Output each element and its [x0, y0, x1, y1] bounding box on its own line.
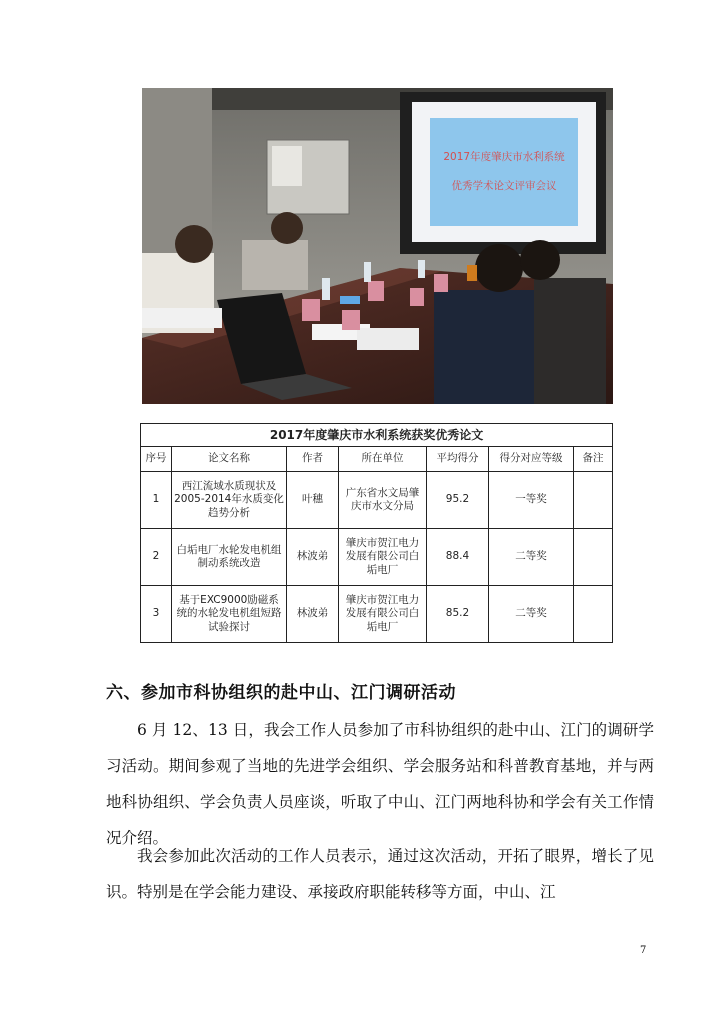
cell-grade: 二等奖 — [489, 529, 574, 586]
meeting-photo-illustration — [142, 88, 613, 404]
cell-title: 西江流域水质现状及2005-2014年水质变化趋势分析 — [172, 472, 287, 529]
cell-score: 88.4 — [427, 529, 489, 586]
cell-grade: 二等奖 — [489, 586, 574, 643]
header-no: 序号 — [141, 447, 172, 472]
cell-no: 2 — [141, 529, 172, 586]
award-papers-table — [140, 423, 613, 643]
table-caption: 2017年度肇庆市水利系统获奖优秀论文 — [141, 424, 613, 447]
cell-no: 1 — [141, 472, 172, 529]
cell-title: 白垢电厂水轮发电机组制动系统改造 — [172, 529, 287, 586]
cell-note — [574, 472, 613, 529]
cell-note — [574, 586, 613, 643]
slide-title-line-1: 2017年度肇庆市水利系统 — [443, 151, 565, 163]
header-grade: 得分对应等级 — [489, 447, 574, 472]
body-paragraph-2: 我会参加此次活动的工作人员表示，通过这次活动，开拓了眼界，增长了见识。特别是在学会能力建设、承接政府职能转移等方面，中山、江 — [106, 847, 654, 901]
body-paragraph-1: 6 月 12、13 日，我会工作人员参加了市科协组织的赴中山、江门的调研学习活动。期间参观了当地的先进学会组织、学会服务站和科普教育基地，并与两地科协组织、学会负责人员座谈，听取了中山、江门两地科协和学会有关工作情况介绍。 — [106, 721, 654, 847]
header-title: 论文名称 — [172, 447, 287, 472]
cell-no: 3 — [141, 586, 172, 643]
table-header-row — [141, 447, 613, 472]
header-note: 备注 — [574, 447, 613, 472]
header-author: 作者 — [287, 447, 339, 472]
cell-author: 林波弟 — [287, 529, 339, 586]
cell-note — [574, 529, 613, 586]
table-row — [141, 586, 613, 643]
cell-unit: 肇庆市贺江电力发展有限公司白垢电厂 — [339, 529, 427, 586]
table-row — [141, 472, 613, 529]
page-number: 7 — [640, 945, 647, 956]
cell-title: 基于EXC9000励磁系统的水轮发电机组短路试验探讨 — [172, 586, 287, 643]
table-row — [141, 529, 613, 586]
cell-grade: 一等奖 — [489, 472, 574, 529]
header-score: 平均得分 — [427, 447, 489, 472]
header-unit: 所在单位 — [339, 447, 427, 472]
cell-author: 叶穗 — [287, 472, 339, 529]
cell-unit: 肇庆市贺江电力发展有限公司白垢电厂 — [339, 586, 427, 643]
slide-title-line-2: 优秀学术论文评审会议 — [451, 180, 557, 192]
cell-author: 林波弟 — [287, 586, 339, 643]
cell-score: 95.2 — [427, 472, 489, 529]
cell-score: 85.2 — [427, 586, 489, 643]
cell-unit: 广东省水文局肇庆市水文分局 — [339, 472, 427, 529]
meeting-photo — [142, 88, 613, 404]
section-heading: 六、参加市科协组织的赴中山、江门调研活动 — [106, 683, 456, 703]
